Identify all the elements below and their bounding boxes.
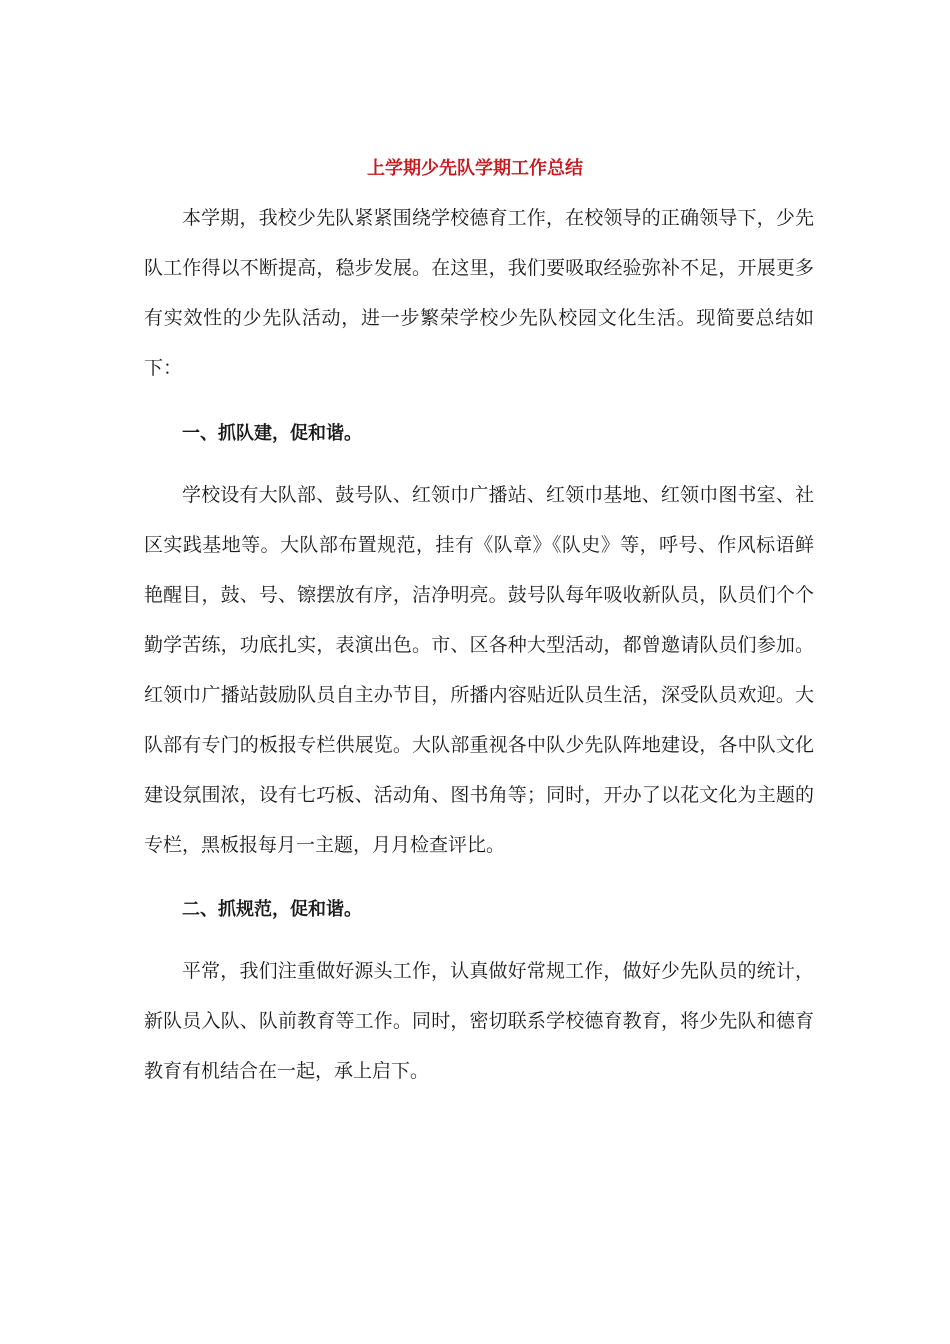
section-body-2: 平常，我们注重做好源头工作，认真做好常规工作，做好少先队员的统计，新队员入队、队前教育等工作。同时，密切联系学校德育教育，将少先队和德育教育有机结合在一起，承上启下。 (144, 960, 814, 1082)
document-title: 上学期少先队学期工作总结 (367, 158, 583, 179)
section-heading-1: 一、抓队建，促和谐。 (182, 423, 362, 444)
section-body-1: 学校设有大队部、鼓号队、红领巾广播站、红领巾基地、红领巾图书室、社区实践基地等。大队部布置规范，挂有《队章》《队史》等，呼号、作风标语鲜艳醒目，鼓、号、镲摆放有序，洁净明亮。鼓号队每年吸收新队员，队员们个个勤学苦练，功底扎实，表演出色。市、区各种大型活动，都曾邀请队员们参加。红领巾广播站鼓励队员自主办节目，所播内容贴近队员生活，深受队员欢迎。大队部有专门的板报专栏供展览。大队部重视各中队少先队阵地建设，各中队文化建设氛围浓，设有七巧板、活动角、图书角等；同时，开办了以花文化为主题的专栏，黑板报每月一主题，月月检查评比。 (144, 484, 814, 856)
intro-paragraph: 本学期，我校少先队紧紧围绕学校德育工作，在校领导的正确领导下，少先队工作得以不断提高，稳步发展。在这里，我们要吸取经验弥补不足，开展更多有实效性的少先队活动，进一步繁荣学校少先队校园文化生活。现简要总结如下： (144, 207, 814, 379)
section-heading-2: 二、抓规范，促和谐。 (182, 899, 362, 920)
